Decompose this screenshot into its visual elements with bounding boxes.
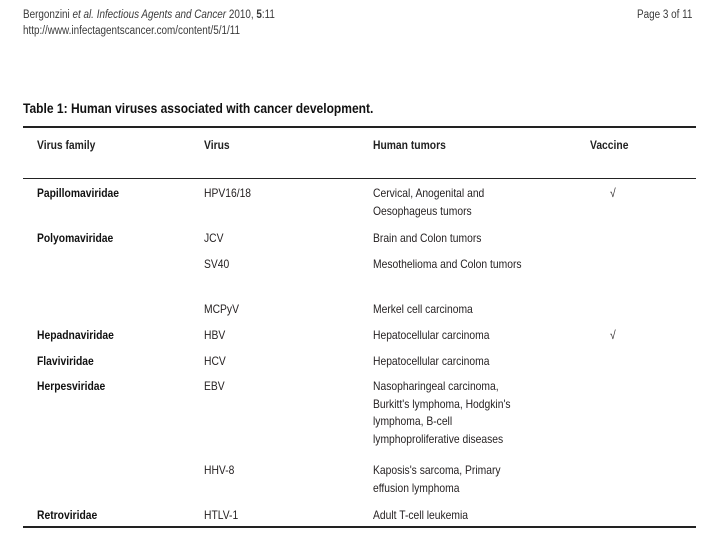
row-papillomaviridae-family: Papillomaviridae bbox=[37, 186, 120, 200]
table-header-rule bbox=[23, 178, 696, 179]
row-mcpyv-virus: MCPyV bbox=[204, 302, 239, 316]
row-hhv8-virus: HHV-8 bbox=[204, 463, 235, 477]
row-hbv-tumors: Hepatocellular carcinoma bbox=[373, 328, 490, 342]
row-polyomaviridae-family: Polyomaviridae bbox=[37, 231, 114, 245]
article-number: :11 bbox=[261, 9, 275, 21]
citation-line bbox=[23, 9, 275, 21]
table-bottom-rule bbox=[23, 526, 696, 528]
row-flaviviridae-family: Flaviviridae bbox=[37, 354, 94, 368]
row-mcpyv-tumors: Merkel cell carcinoma bbox=[373, 302, 473, 316]
row-htlv1-virus: HTLV-1 bbox=[204, 508, 239, 522]
row-papillomaviridae-tumors: Cervical, Anogenital and Oesophageus tumors bbox=[373, 186, 485, 218]
et-al: et al. bbox=[72, 9, 94, 21]
row-hbv-vaccine: √ bbox=[610, 328, 616, 342]
table-title: Table 1: Human viruses associated with cancer development. bbox=[23, 100, 374, 116]
column-header-virus-family: Virus family bbox=[37, 138, 96, 152]
article-url: http://www.infectagentscancer.com/content/5/1/11 bbox=[23, 25, 240, 37]
row-papillomaviridae-vaccine: √ bbox=[610, 186, 616, 200]
row-hbv-virus: HBV bbox=[204, 328, 226, 342]
journal-name: Infectious Agents and Cancer bbox=[96, 9, 227, 21]
page-number: Page 3 of 11 bbox=[636, 9, 692, 21]
row-hepadnaviridae-family: Hepadnaviridae bbox=[37, 328, 114, 342]
row-retroviridae-family: Retroviridae bbox=[37, 508, 98, 522]
row-htlv1-tumors: Adult T-cell leukemia bbox=[373, 508, 469, 522]
row-herpesviridae-family: Herpesviridae bbox=[37, 379, 106, 393]
row-hcv-virus: HCV bbox=[204, 354, 226, 368]
year: 2010, bbox=[228, 9, 254, 21]
row-hcv-tumors: Hepatocellular carcinoma bbox=[373, 354, 490, 368]
column-header-virus: Virus bbox=[204, 138, 230, 152]
row-jcv-virus: JCV bbox=[204, 231, 224, 245]
row-hhv8-tumors: Kaposis's sarcoma, Primary effusion lymphoma bbox=[373, 463, 501, 495]
row-ebv-virus: EBV bbox=[204, 379, 225, 393]
column-header-human-tumors: Human tumors bbox=[373, 138, 446, 152]
authors: Bergonzini bbox=[23, 9, 70, 21]
row-jcv-tumors: Brain and Colon tumors bbox=[373, 231, 482, 245]
volume: 5 bbox=[256, 9, 262, 21]
row-ebv-tumors: Nasopharingeal carcinoma, Burkitt's lymphoma, Hodgkin's lymphoma, B-cell lymphoproliferative diseases bbox=[373, 379, 511, 446]
table-top-rule bbox=[23, 126, 696, 128]
column-header-vaccine: Vaccine bbox=[590, 138, 629, 152]
row-sv40-tumors: Mesothelioma and Colon tumors bbox=[373, 257, 522, 271]
row-papillomaviridae-virus: HPV16/18 bbox=[204, 186, 252, 200]
row-sv40-virus: SV40 bbox=[204, 257, 230, 271]
